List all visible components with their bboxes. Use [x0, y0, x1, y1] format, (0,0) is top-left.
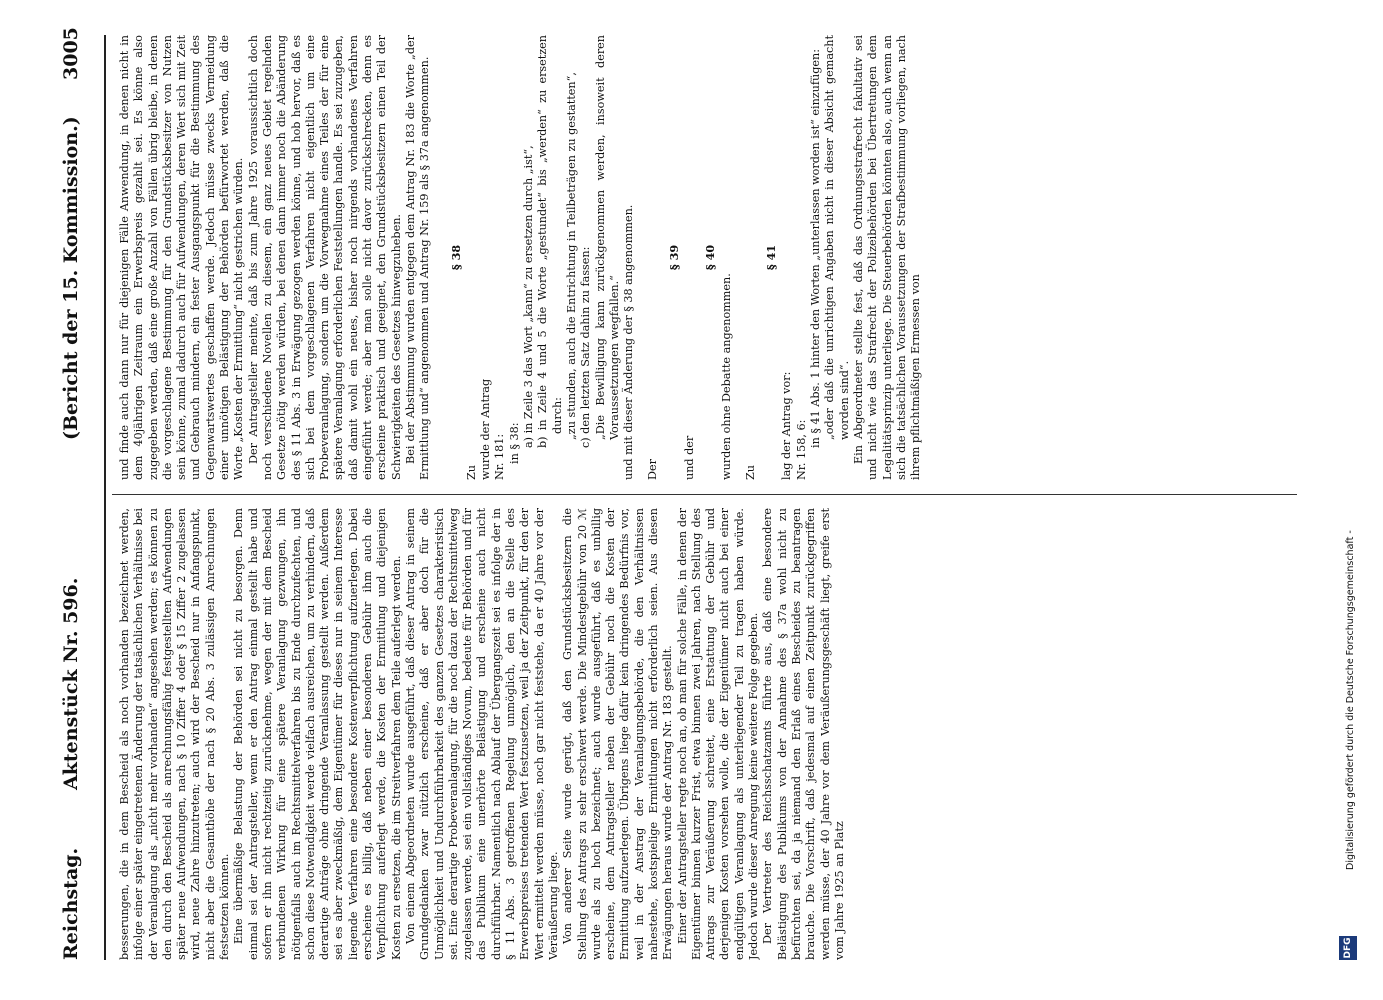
page-header	[60, 27, 96, 960]
paragraph: Der Antragsteller meinte, daß bis zum Jahre 1925 voraussichtlich doch noch verschiedene Novellen zu diesem, ein ganz neues Gebiet regelnden Gesetze nötig werden würden, bei denen dann immer noch die Abänderung des § 11 Abs. 3 in Erwägung gezogen werden könne, und hob hervor, daß es sich bei dem vorgeschlagenen Verfahren nicht eigentlich um eine Probeveranlagung, sondern um die Vorwegnahme eines Teiles der für eine spätere Veranlagung erforderlichen Feststellungen handle. Es sei zuzugeben, daß damit wohl ein neues, bisher noch nirgends vorhandenes Verfahren eingeführt werde; aber man solle nicht davor zurückschrecken, denn es erscheine praktisch und geeignet, den Grundstücksbesitzern einen Teil der Schwierigkeiten des Gesetzes hinwegzuheben.	[246, 35, 403, 480]
list-item: a) in Zeile 3 das Wort „kann“ zu ersetzen durch „ist“,	[522, 145, 536, 448]
left-column	[118, 508, 1298, 960]
quoted-text: „zu stunden, auch die Entrichtung in Teilbeträgen zu gestatten“,	[564, 72, 578, 440]
list-item: in § 41 Abs. 1 hinter den Worten „unterlassen worden ist“ einzufügen:	[809, 49, 823, 448]
spacer	[636, 35, 646, 480]
paragraph: lag der Antrag vor:	[780, 371, 794, 480]
paragraph: Von einem Abgeordneten wurde ausgeführt, daß dieser Antrag in seinem Grundgedanken zwar nützlich erscheine, daß er aber doch für die Unmöglichkeit und Undurchführbarkeit des ganzen Gesetzes charakteristisch sei. Eine derartige Probeveranlagung, für die noch dazu der Rechtsmittelweg zugelassen werde, sei ein vollständiges Novum, bedeute für Behörden und für das Publikum eine unerhörte Belästigung und erscheine auch nicht durchführbar. Namentlich nach Ablauf der Übergangszeit sei es infolge der in § 11 Abs. 3 getroffenen Regelung unmöglich, den an die Stelle des Erwerbspreises tretenden Wert festzusetzen, weil ja der Zeitpunkt, für den der Wert ermittelt werden müsse, noch gar nicht feststehe, da er 40 Jahre vor der Veräußerung liege.	[403, 508, 560, 960]
list-item: in § 38:	[507, 422, 521, 464]
paragraph: Der Vertreter des Reichsschatzamts führte aus, daß eine besondere Belästigung des Publikums von der Annahme des § 37a wohl nicht zu befürchten sei, da ja niemand den Erlaß eines Bescheides zu beantragen brauche. Die Vorschrift, daß jedesmal auf einen Zeitpunkt zurückgegriffen werden müsse, der 40 Jahre vor dem Veräußerungsgeschäft liegt, greife erst vom Jahre 1925 an Platz	[761, 508, 846, 960]
section-heading: § 41	[764, 244, 779, 271]
list-item: b) in Zeile 4 und 5 die Worte „gestundet“ bis „werden“ zu ersetzen durch:	[536, 35, 564, 448]
paragraph: und mit dieser Änderung der § 38 angenommen.	[622, 204, 636, 480]
section-heading: § 39	[666, 244, 681, 271]
header-left: Reichstag.	[60, 847, 82, 960]
dfg-logo: DFG	[1339, 936, 1357, 960]
paragraph: Zu	[743, 465, 757, 480]
header-rule	[104, 35, 106, 960]
paragraph: Eine übermäßige Belastung der Behörden sei nicht zu besorgen. Denn einmal sei der Antragsteller, wenn er den Antrag einmal gestellt habe und sofern er ihn nicht rechtzeitig zurücknehme, wegen der mit dem Bescheid verbundenen Wirkung für eine spätere Veranlagung gezwungen, ihn nötigenfalls auch im Rechtsmittelverfahren bis zu Ende durchzufechten, und schon diese Notwendigkeit werde vielfach ausreichen, um zu verhindern, daß derartige Anträge ohne dringende Veranlassung gestellt werden. Außerdem sei es aber zweckmäßig, dem Eigentümer für dieses nur in seinem Interesse liegende Verfahren eine besondere Kostenverpflichtung aufzuerlegen. Dabei erscheine es billig, daß neben einer besonderen Gebühr ihm auch die Verpflichtung auferlegt werde, die Kosten der Ermittlung und diejenigen Kosten zu ersetzen, die im Streitverfahren dem Teile auferlegt werden.	[232, 508, 403, 960]
quoted-text: „Die Bewilligung kann zurückgenommen werden, insoweit deren Voraussetzungen wegfallen.“	[593, 35, 621, 440]
spacer	[734, 35, 744, 480]
quoted-text: „oder daß die unrichtigen Angaben nicht in dieser Absicht gemacht worden sind“.	[823, 35, 851, 440]
paragraph: und finde auch dann nur für diejenigen Fälle Anwendung, in denen nicht in dem 40jährigen Zeitraum ein Erwerbspreis gezahlt sei. Es könne also zugegeben werden, daß eine große Anzahl von Fällen übrig bleibe, in denen die vorgeschlagene Bestimmung für den Grundstücksbesitzer von Nutzen sein könne, zumal dadurch auch für Aufwendungen, deren Wert sich mit Zeit und Gebrauch mindern, ein fester Ausgangspunkt für die Bestimmung des Gegenwartswertes geschaffen werde. Jedoch müsse zwecks Vermeidung einer unnötigen Belästigung der Behörden befürwortet werden, daß die Worte „Kosten der Ermittlung“ nicht gestrichen würden.	[118, 35, 246, 480]
paragraph: besserungen, die in dem Bescheid als noch vorhanden bezeichnet werden, infolge einer später eingetretenen Änderung der tatsächlichen Verhältnisse bei der Veranlagung als „nicht mehr vorhanden“ angesehen werden; es können zu den durch den Bescheid als anrechnungsfähig festgestellten Aufwendungen später neue Aufwendungen, nach § 10 Ziffer 4 oder § 15 Ziffer 2 zugelassen wird, neue Zahre hinzutreten; auch wird der Bescheid nur in Anfangspunkt, nicht aber die Gesamthöhe der nach § 20 Abs. 3 zulässigen Anrechnungen festsetzen können.	[118, 508, 232, 960]
paragraph: wurden ohne Debatte angenommen.	[719, 273, 733, 480]
paragraph: wurde der Antrag	[479, 378, 493, 480]
paragraph: Einer der Antragsteller regte noch an, ob man für solche Fälle, in denen der Eigentümer binnen kurzer Frist, etwa binnen zwei Jahren, nach Stellung des Antrags zur Veräußerung schreitet, eine Erstattung der Gebühr und derjenigen Kosten vorsehen wolle, die der Eigentümer nicht auch bei einer endgültigen Veranlagung als unterliegender Teil zu tragen haben würde. Jedoch wurde dieser Anregung keine weitere Folge gegeben.	[675, 508, 761, 960]
section-heading: § 40	[703, 244, 718, 271]
column-divider	[112, 494, 1297, 495]
paragraph: Zu	[464, 465, 478, 480]
spacer	[433, 35, 443, 480]
paragraph: Nr. 158, 6:	[794, 419, 808, 480]
paragraph: und der	[682, 435, 696, 480]
paragraph: Von anderer Seite wurde gerügt, daß den Grundstücksbesitzern die Stellung des Antrags zu sehr erschwert werde. Die Mindestgebühr von 20 ℳ wurde als zu hoch bezeichnet; auch wurde ausgeführt, daß es unbillig erscheine, dem Antragsteller neben der Gebühr noch die Kosten der Ermittlung aufzuerlegen. Übrigens liege dafür kein dringendes Bedürfnis vor, weil in der Anstrag der Veranlagungsbehörde, die den Verhältnissen nahestehe, kostspielige Ermittlungen nicht erforderlich seien. Aus diesen Erwägungen heraus wurde der Antrag Nr. 183 gestellt.	[561, 508, 675, 960]
section-heading: § 38	[448, 244, 463, 271]
page-number: 3005	[60, 27, 82, 80]
list-item: c) den letzten Satz dahin zu fassen:	[579, 246, 593, 448]
paragraph: Der	[646, 459, 660, 480]
digitization-credit: Digitalisierung gefördert durch die Deutsche Forschungsgemeinschaft -	[1345, 530, 1356, 870]
header-center: Aktenstück Nr. 596.	[60, 577, 82, 790]
paragraph: Nr. 181:	[493, 433, 507, 480]
paragraph: Bei der Abstimmung wurden entgegen dem Antrag Nr. 183 die Worte „der Ermittlung und“ angenommen und Antrag Nr. 159 als § 37a angenommen.	[403, 35, 432, 480]
paragraph: Ein Abgeordneter stellte fest, daß das Ordnungsstrafrecht fakultativ sei und nicht wie das Strafrecht der Polizeibehörden bei Übertretungen dem Legalitätsprinzip unterliege. Die Steuerbehörden könnten also, auch wenn an sich die tatsächlichen Voraussetzungen der Strafbestimmung vorliegen, nach ihrem pflichtmäßigen Ermessen von	[851, 35, 923, 480]
header-right-title: (Bericht der 15. Kommission.)	[60, 116, 82, 440]
right-column	[118, 35, 1298, 480]
